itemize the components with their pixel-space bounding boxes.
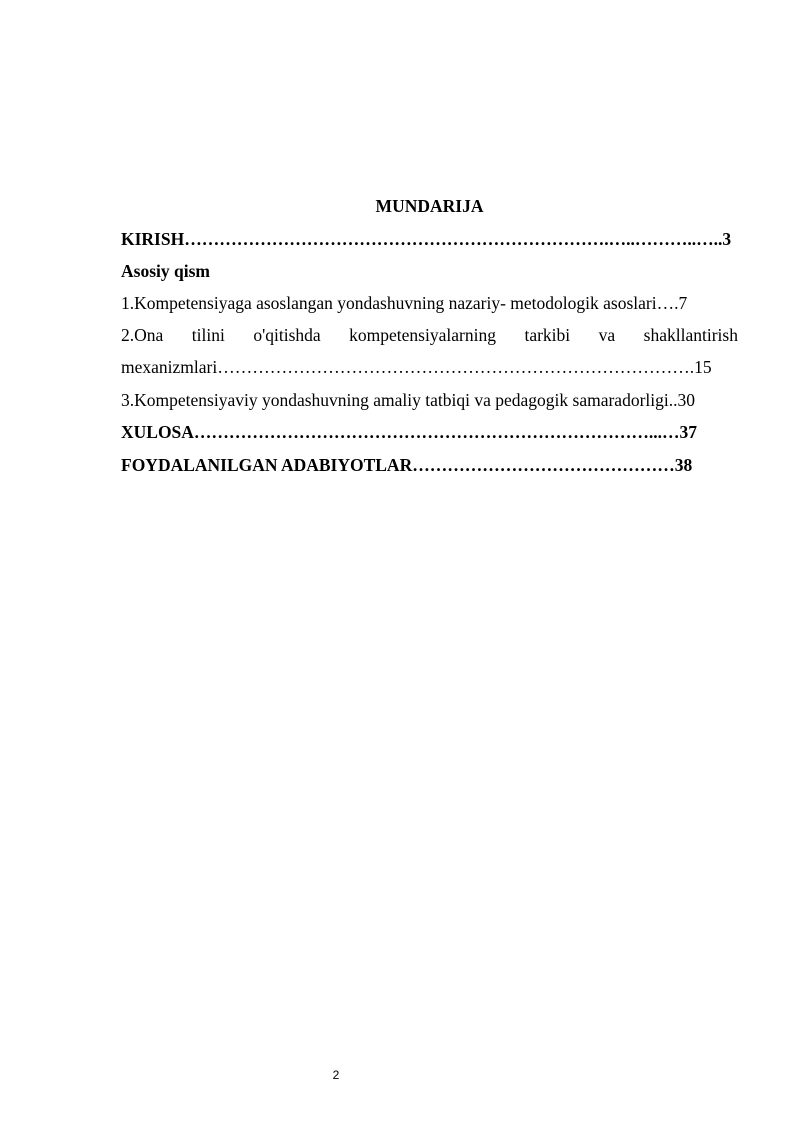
- page-number: 2: [332, 1068, 340, 1082]
- toc-word: shakllantirish: [643, 325, 738, 345]
- toc-entry-kirish: KIRISH……………………………………………………………….…..………..…..3: [121, 229, 732, 249]
- toc-entry-chapter-2-line-1: [121, 324, 738, 346]
- toc-word: 2.Ona: [121, 325, 164, 345]
- toc-word: tarkibi: [524, 325, 571, 345]
- toc-section-heading: Asosiy qism: [121, 261, 210, 281]
- toc-entry-chapter-2-line-2: mexanizmlari……………………………………………………………………….15: [121, 357, 712, 377]
- toc-entry-adabiyotlar: FOYDALANILGAN ADABIYOTLAR………………………………………38: [121, 455, 693, 475]
- toc-word: tilini: [191, 325, 225, 345]
- toc-entry-chapter-1: 1.Kompetensiyaga asoslangan yondashuvning nazariy- metodologik asoslari….7: [121, 293, 688, 313]
- toc-word: va: [598, 325, 616, 345]
- toc-word: o'qitishda: [253, 325, 321, 345]
- toc-title: MUNDARIJA: [375, 196, 484, 216]
- toc-entry-chapter-3: 3.Kompetensiyaviy yondashuvning amaliy tatbiqi va pedagogik samaradorligi..30: [121, 390, 695, 410]
- toc-entry-xulosa: XULOSA……………………………………………………………………...…37: [121, 422, 698, 442]
- toc-word: kompetensiyalarning: [349, 325, 496, 345]
